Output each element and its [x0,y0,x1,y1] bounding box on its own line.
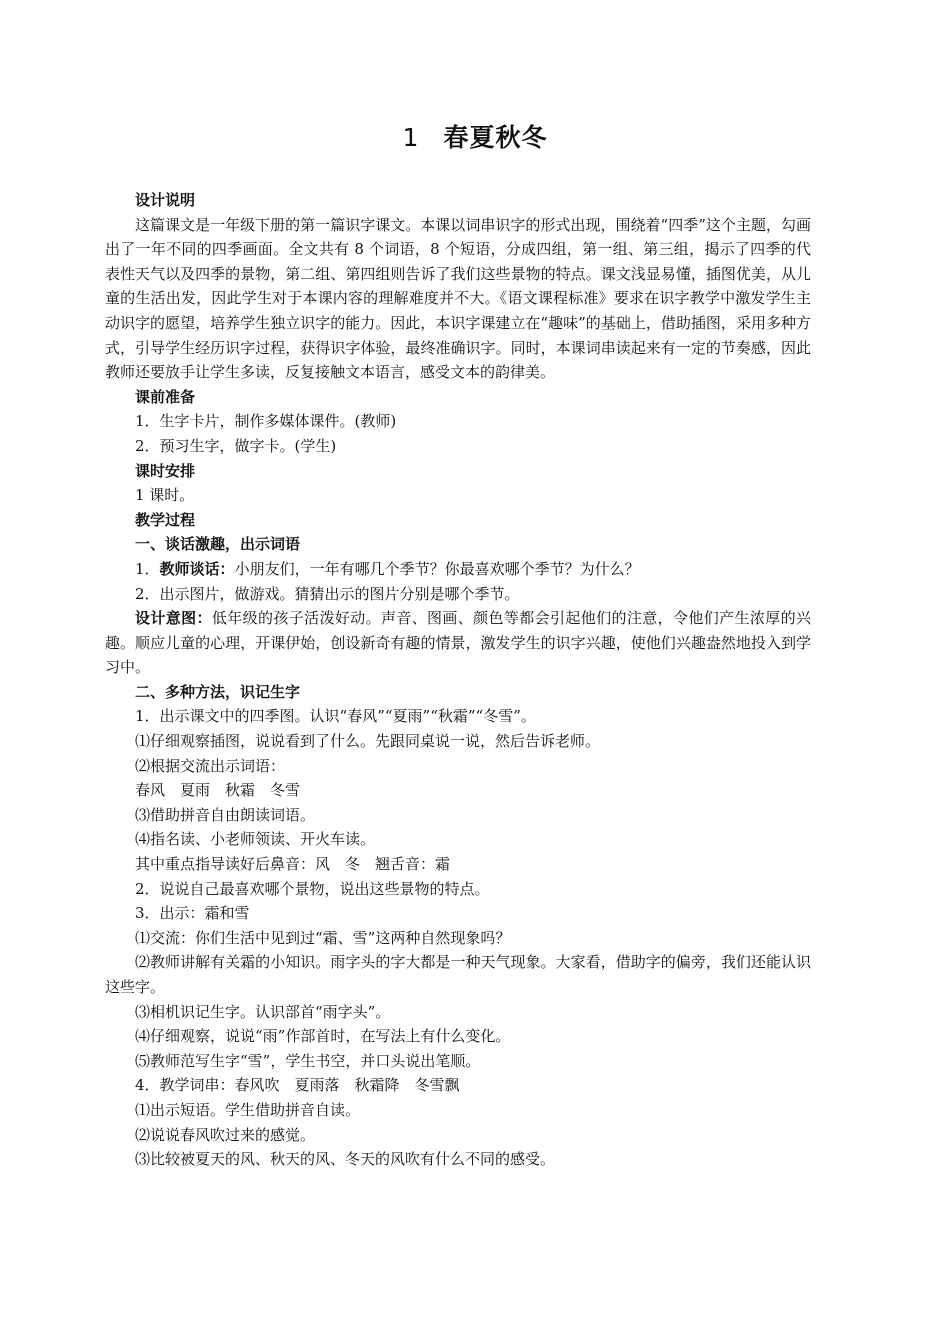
section2-line-10: ⑴交流：你们生活中见到过“霜、雪”这两种自然现象吗？ [135,928,511,947]
schedule-heading: 课时安排 [135,461,196,480]
section1-item-1-prefix: 1． [135,559,160,578]
schedule-text: 1 课时。 [135,486,195,505]
section1-item-1-rest: 小朋友们，一年有哪几个季节？你最喜欢哪个季节？为什么？ [234,559,640,578]
section2-line-11: ⑵教师讲解有关霜的小知识。雨字头的字大都是一种天气现象。大家看，借助字的偏旁，我们还能认识这些字。 [105,953,811,996]
section2-line-9: 3．出示：霜和雪 [135,904,250,923]
page-title [0,118,950,154]
section2-line-8: 2．说说自己最喜欢哪个景物，说出这些景物的特点。 [135,879,490,898]
section2-line-18: ⑶比较被夏天的风、秋天的风、冬天的风吹有什么不同的感受。 [135,1150,556,1169]
design-intent-text: 低年级的孩子活泼好动。声音、图画、颜色等都会引起他们的注意，令他们产生浓厚的兴趣。顺应儿童的心理，开课伊始，创设新奇有趣的情景，激发学生的识字兴趣，使他们兴趣盎然地投入到学习中。 [105,609,811,677]
design-intent [105,606,811,680]
lesson-number: 1 [402,123,420,152]
section1-item-1-bold: 教师谈话： [159,559,235,578]
section2-line-3: ⑵根据交流出示词语： [135,756,286,775]
section2-line-12: ⑶相机识记生字。认识部首“雨字头”。 [135,1002,391,1021]
section2-line-17: ⑵说说春风吹过来的感觉。 [135,1125,316,1144]
section2-line-2: ⑴仔细观察插图，说说看到了什么。先跟同桌说一说，然后告诉老师。 [135,732,601,751]
section2-line-1: 1．出示课文中的四季图。认识“春风”“夏雨”“秋霜”“冬雪”。 [135,707,536,726]
section1-heading: 一、谈话激趣，出示词语 [135,535,301,554]
section2-line-15: 4．教学词串：春风吹 夏雨落 秋霜降 冬雪飘 [135,1076,460,1095]
design-note-heading: 设计说明 [135,191,196,209]
preparation-item-2: 2．预习生字，做字卡。(学生) [135,436,337,455]
section1-item-1 [135,557,811,582]
process-heading: 教学过程 [135,510,196,529]
design-note-body: 这篇课文是一年级下册的第一篇识字课文。本课以词串识字的形式出现，围绕着“四季”这个主题，勾画出了一年不同的四季画面。全文共有 8 个词语，8 个短语，分成四组，第一组、第三组，揭示了四季的代表性天气以及四季的景物，第二组、第四组则告诉了我们这些景物的特点。课文浅显易懂，插图优美，从儿童的生活出发，因此学生对于本课内容的理解难度并不大。《语文课程标准》要求在识字教学中激发学生主动识字的愿望，培养学生独立识字的能力。因此，本识字课建立在“趣味”的基础上，借助插图，采用多种方式，引导学生经历识字过程，获得识字体验，最终准确识字。同时，本课词串读起来有一定的节奏感，因此教师还要放手让学生多读，反复接触文本语言，感受文本的韵律美。 [105,215,811,382]
section2-line-14: ⑸教师范写生字“雪”，学生书空，并口头说出笔顺。 [135,1051,481,1070]
section2-heading: 二、多种方法，识记生字 [135,682,301,701]
preparation-item-1: 1．生字卡片，制作多媒体课件。(教师) [135,412,397,431]
section2-line-6: ⑷指名读、小老师领读、开火车读。 [135,830,376,849]
design-intent-label: 设计意图： [135,609,212,628]
section2-line-7: 其中重点指导读好后鼻音：风 冬 翘舌音：霜 [135,855,451,874]
section2-line-5: ⑶借助拼音自由朗读词语。 [135,805,316,824]
document-body [105,188,811,1172]
lesson-title: 春夏秋冬 [443,123,548,152]
preparation-heading: 课前准备 [135,387,196,406]
section2-line-13: ⑷仔细观察，说说“雨”作部首时，在写法上有什么变化。 [135,1027,511,1046]
section2-line-16: ⑴出示短语。学生借助拼音自读。 [135,1100,361,1119]
section1-item-2: 2．出示图片，做游戏。猜猜出示的图片分别是哪个季节。 [135,584,520,603]
section2-line-4: 春风 夏雨 秋霜 冬雪 [135,781,301,800]
